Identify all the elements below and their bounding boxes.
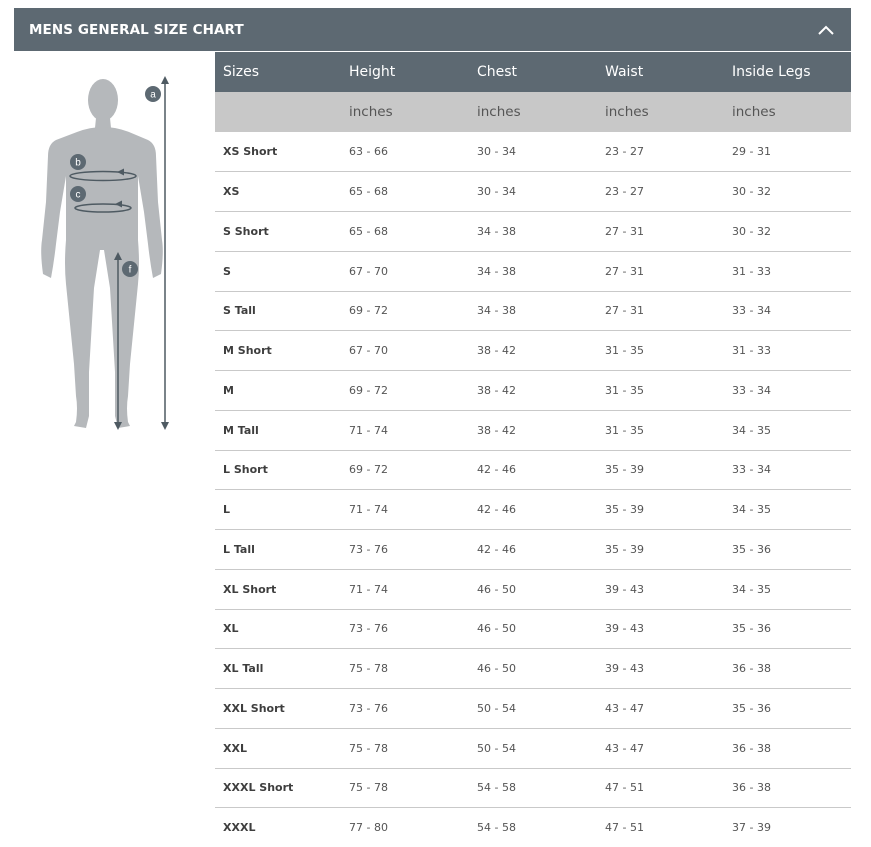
table-row <box>215 569 851 609</box>
inside-leg-cell: 34 - 35 <box>724 490 851 530</box>
height-cell: 71 - 74 <box>341 569 469 609</box>
measure-marker-f <box>122 261 138 277</box>
size-cell: XS Short <box>215 132 341 172</box>
chest-cell: 30 - 34 <box>469 172 597 212</box>
inside-leg-cell: 31 - 33 <box>724 331 851 371</box>
chest-cell: 46 - 50 <box>469 569 597 609</box>
inside-leg-cell: 31 - 33 <box>724 251 851 291</box>
chest-cell: 54 - 58 <box>477 821 516 835</box>
waist-cell: 43 - 47 <box>597 689 724 729</box>
chest-cell: 54 - 58 <box>469 768 597 808</box>
waist-cell: 31 - 35 <box>597 371 724 411</box>
inside-leg-cell: 30 - 32 <box>724 172 851 212</box>
waist-cell: 27 - 31 <box>597 251 724 291</box>
table-row <box>215 728 851 768</box>
table-row <box>215 371 851 411</box>
waist-cell: 47 - 51 <box>605 821 644 835</box>
inside-leg-cell: 36 - 38 <box>724 728 851 768</box>
table-row <box>215 689 851 729</box>
table-row <box>215 808 851 847</box>
height-cell: 75 - 78 <box>341 649 469 689</box>
size-cell: L Tall <box>215 530 341 570</box>
inside-leg-cell: 33 - 34 <box>724 291 851 331</box>
chest-cell: 46 - 50 <box>469 609 597 649</box>
height-cell: 73 - 76 <box>341 689 469 729</box>
column-header-sizes: Sizes <box>215 52 341 92</box>
size-chart-table <box>215 52 851 847</box>
height-cell: 69 - 72 <box>341 450 469 490</box>
waist-cell: 39 - 43 <box>597 649 724 689</box>
height-cell: 71 - 74 <box>341 490 469 530</box>
unit-cell <box>215 92 341 132</box>
table-row <box>215 490 851 530</box>
inside-leg-cell: 33 - 34 <box>724 371 851 411</box>
inside-leg-cell: 29 - 31 <box>724 132 851 172</box>
waist-cell: 35 - 39 <box>597 530 724 570</box>
chest-cell: 34 - 38 <box>469 291 597 331</box>
waist-cell: 39 - 43 <box>597 569 724 609</box>
size-cell: XXL Short <box>215 689 341 729</box>
size-chart-accordion-header[interactable] <box>14 8 851 51</box>
size-cell: M Tall <box>215 410 341 450</box>
svg-text:c: c <box>75 189 81 201</box>
table-row <box>215 768 851 808</box>
table-row <box>215 609 851 649</box>
table-row <box>215 450 851 490</box>
chest-cell: 50 - 54 <box>469 728 597 768</box>
size-cell: XS <box>215 172 341 212</box>
size-cell: S Short <box>215 212 341 252</box>
size-cell: XXL <box>215 728 341 768</box>
svg-text:f: f <box>128 264 132 276</box>
unit-cell: inches <box>597 92 724 132</box>
size-cell: S <box>215 251 341 291</box>
human-silhouette <box>41 79 163 428</box>
table-row <box>215 410 851 450</box>
size-cell: L Short <box>215 450 341 490</box>
table-units-row <box>215 92 851 132</box>
size-cell: XL Tall <box>215 649 341 689</box>
height-cell: 73 - 76 <box>341 609 469 649</box>
height-cell: 75 - 78 <box>341 768 469 808</box>
table-row <box>215 530 851 570</box>
inside-leg-cell: 34 - 35 <box>724 410 851 450</box>
chest-cell: 34 - 38 <box>469 251 597 291</box>
height-cell: 65 - 68 <box>341 212 469 252</box>
size-cell: XXXL <box>223 821 256 835</box>
waist-cell: 31 - 35 <box>597 410 724 450</box>
height-cell: 71 - 74 <box>341 410 469 450</box>
inside-leg-cell: 35 - 36 <box>724 530 851 570</box>
inside-leg-cell: 35 - 36 <box>724 609 851 649</box>
waist-cell: 23 - 27 <box>597 132 724 172</box>
inside-leg-cell: 36 - 38 <box>724 649 851 689</box>
size-cell: XL Short <box>215 569 341 609</box>
inside-leg-cell: 33 - 34 <box>724 450 851 490</box>
unit-cell: inches <box>469 92 597 132</box>
column-header-chest: Chest <box>469 52 597 92</box>
size-cell: M <box>215 371 341 411</box>
size-cell: L <box>215 490 341 530</box>
table-row <box>215 291 851 331</box>
height-cell: 69 - 72 <box>341 371 469 411</box>
waist-cell: 35 - 39 <box>597 490 724 530</box>
chest-cell: 46 - 50 <box>469 649 597 689</box>
inside-leg-cell: 35 - 36 <box>724 689 851 729</box>
chevron-up-icon[interactable] <box>815 19 837 41</box>
size-cell: S Tall <box>215 291 341 331</box>
waist-cell: 27 - 31 <box>597 212 724 252</box>
table-row <box>215 132 851 172</box>
column-header-inside-legs: Inside Legs <box>724 52 851 92</box>
size-rows <box>215 132 851 847</box>
chest-cell: 38 - 42 <box>469 410 597 450</box>
table-row <box>215 212 851 252</box>
unit-cell: inches <box>341 92 469 132</box>
waist-cell: 23 - 27 <box>597 172 724 212</box>
height-cell: 67 - 70 <box>341 251 469 291</box>
size-chart-title: MENS GENERAL SIZE CHART <box>29 21 244 38</box>
height-cell: 77 - 80 <box>349 821 388 835</box>
chest-cell: 38 - 42 <box>469 371 597 411</box>
chest-cell: 50 - 54 <box>469 689 597 729</box>
size-cell: XL <box>215 609 341 649</box>
column-header-height: Height <box>341 52 469 92</box>
column-header-waist: Waist <box>597 52 724 92</box>
waist-cell: 47 - 51 <box>597 768 724 808</box>
table-row <box>215 649 851 689</box>
chest-cell: 42 - 46 <box>469 490 597 530</box>
chest-cell: 42 - 46 <box>469 530 597 570</box>
height-cell: 69 - 72 <box>341 291 469 331</box>
unit-cell: inches <box>724 92 851 132</box>
table-row <box>215 251 851 291</box>
chest-cell: 38 - 42 <box>469 331 597 371</box>
height-cell: 63 - 66 <box>341 132 469 172</box>
waist-cell: 31 - 35 <box>597 331 724 371</box>
waist-cell: 43 - 47 <box>597 728 724 768</box>
size-cell: XXXL Short <box>215 768 341 808</box>
waist-cell: 35 - 39 <box>597 450 724 490</box>
svg-text:a: a <box>150 89 156 101</box>
chest-cell: 30 - 34 <box>469 132 597 172</box>
table-row <box>215 172 851 212</box>
chest-cell: 42 - 46 <box>469 450 597 490</box>
measure-marker-a <box>145 86 161 102</box>
svg-text:b: b <box>75 157 81 169</box>
height-cell: 67 - 70 <box>341 331 469 371</box>
height-cell: 73 - 76 <box>341 530 469 570</box>
inside-leg-cell: 30 - 32 <box>724 212 851 252</box>
table-row <box>215 331 851 371</box>
measure-marker-b <box>70 154 86 170</box>
body-measurement-figure <box>14 52 214 452</box>
inside-leg-cell: 36 - 38 <box>724 768 851 808</box>
height-cell: 75 - 78 <box>341 728 469 768</box>
inside-leg-cell: 34 - 35 <box>724 569 851 609</box>
chest-cell: 34 - 38 <box>469 212 597 252</box>
inside-leg-cell: 37 - 39 <box>732 821 771 835</box>
waist-cell: 39 - 43 <box>597 609 724 649</box>
table-header-row <box>215 52 851 92</box>
height-cell: 65 - 68 <box>341 172 469 212</box>
measure-marker-c <box>70 186 86 202</box>
size-cell: M Short <box>215 331 341 371</box>
waist-cell: 27 - 31 <box>597 291 724 331</box>
